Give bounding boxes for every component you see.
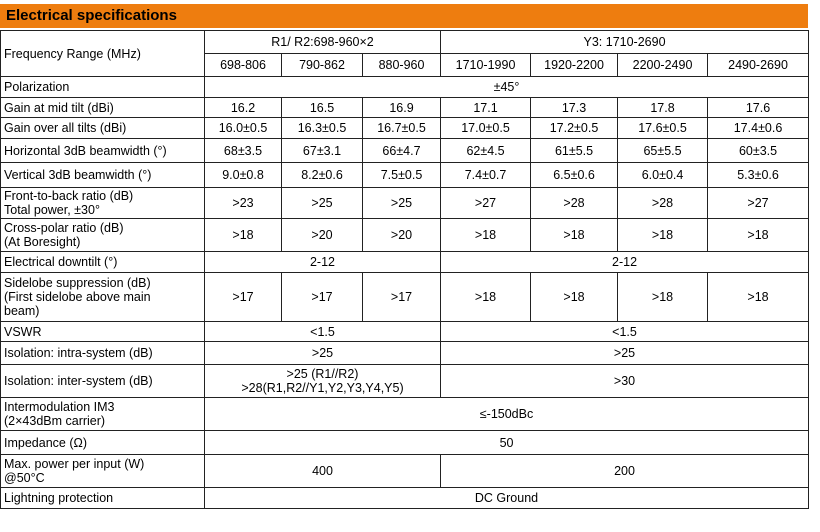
table-row [1, 31, 809, 54]
front-to-back-value: >27 [441, 188, 531, 219]
gain-all-value: 17.0±0.5 [441, 118, 531, 139]
gain-all-value: 17.2±0.5 [531, 118, 618, 139]
section-title: Electrical specifications [0, 4, 808, 28]
h-beamwidth-value: 62±4.5 [441, 139, 531, 163]
h-beamwidth-value: 66±4.7 [363, 139, 441, 163]
table-row [1, 219, 809, 252]
gain-all-label: Gain over all tilts (dBi) [1, 118, 205, 139]
polarization-value: ±45° [205, 77, 809, 98]
sidelobe-value: >17 [363, 273, 441, 322]
band-cell: 2200-2490 [618, 54, 708, 77]
downtilt-r-value: 2-12 [205, 252, 441, 273]
group-y-header: Y3: 1710-2690 [441, 31, 809, 54]
gain-mid-value: 17.1 [441, 98, 531, 118]
h-beamwidth-label: Horizontal 3dB beamwidth (°) [1, 139, 205, 163]
impedance-label: Impedance (Ω) [1, 431, 205, 455]
front-to-back-value: >27 [708, 188, 809, 219]
h-beamwidth-value: 68±3.5 [205, 139, 282, 163]
table-row [1, 188, 809, 219]
cross-polar-value: >20 [282, 219, 363, 252]
table-row [1, 455, 809, 488]
max-power-label-line: Max. power per input (W) [4, 457, 145, 471]
table-row [1, 163, 809, 188]
gain-mid-value: 17.3 [531, 98, 618, 118]
cross-polar-value: >20 [363, 219, 441, 252]
sidelobe-label [1, 273, 205, 322]
table-row [1, 342, 809, 365]
front-to-back-value: >23 [205, 188, 282, 219]
front-to-back-label [1, 188, 205, 219]
isolation-inter-y-value: >30 [441, 365, 809, 398]
gain-mid-value: 17.6 [708, 98, 809, 118]
sidelobe-value: >17 [205, 273, 282, 322]
front-to-back-label-line: Front-to-back ratio (dB) [4, 189, 134, 203]
table-row [1, 431, 809, 455]
front-to-back-value: >25 [282, 188, 363, 219]
cross-polar-value: >18 [708, 219, 809, 252]
sidelobe-value: >18 [441, 273, 531, 322]
table-row [1, 398, 809, 431]
table-row [1, 98, 809, 118]
table-row [1, 273, 809, 322]
isolation-inter-r-line: >28(R1,R2//Y1,Y2,Y3,Y4,Y5) [241, 381, 404, 395]
max-power-label-line: @50°C [4, 471, 45, 485]
gain-all-value: 17.4±0.6 [708, 118, 809, 139]
max-power-y-value: 200 [441, 455, 809, 488]
gain-all-value: 16.0±0.5 [205, 118, 282, 139]
lightning-value: DC Ground [205, 488, 809, 509]
isolation-inter-r-value [205, 365, 441, 398]
table-row [1, 118, 809, 139]
intermodulation-label-line: Intermodulation IM3 [4, 400, 115, 414]
cross-polar-label-line: Cross-polar ratio (dB) [4, 221, 124, 235]
intermodulation-value: ≤-150dBc [205, 398, 809, 431]
band-cell: 1920-2200 [531, 54, 618, 77]
h-beamwidth-value: 60±3.5 [708, 139, 809, 163]
sidelobe-label-line: Sidelobe suppression (dB) [4, 276, 151, 290]
front-to-back-label-line: Total power, ±30° [4, 203, 100, 217]
intermodulation-label [1, 398, 205, 431]
band-cell: 2490-2690 [708, 54, 809, 77]
v-beamwidth-value: 9.0±0.8 [205, 163, 282, 188]
front-to-back-value: >28 [618, 188, 708, 219]
h-beamwidth-value: 61±5.5 [531, 139, 618, 163]
isolation-intra-r-value: >25 [205, 342, 441, 365]
front-to-back-value: >28 [531, 188, 618, 219]
front-to-back-value: >25 [363, 188, 441, 219]
vswr-y-value: <1.5 [441, 322, 809, 342]
gain-mid-label: Gain at mid tilt (dBi) [1, 98, 205, 118]
table-row [1, 488, 809, 509]
h-beamwidth-value: 65±5.5 [618, 139, 708, 163]
cross-polar-value: >18 [531, 219, 618, 252]
v-beamwidth-value: 7.5±0.5 [363, 163, 441, 188]
downtilt-y-value: 2-12 [441, 252, 809, 273]
table-row [1, 322, 809, 342]
isolation-inter-label: Isolation: inter-system (dB) [1, 365, 205, 398]
gain-all-value: 17.6±0.5 [618, 118, 708, 139]
table-row [1, 252, 809, 273]
gain-mid-value: 16.9 [363, 98, 441, 118]
v-beamwidth-value: 5.3±0.6 [708, 163, 809, 188]
spec-table [0, 30, 809, 509]
gain-mid-value: 17.8 [618, 98, 708, 118]
h-beamwidth-value: 67±3.1 [282, 139, 363, 163]
sidelobe-value: >17 [282, 273, 363, 322]
v-beamwidth-value: 7.4±0.7 [441, 163, 531, 188]
cross-polar-label [1, 219, 205, 252]
vswr-label: VSWR [1, 322, 205, 342]
gain-mid-value: 16.5 [282, 98, 363, 118]
gain-mid-value: 16.2 [205, 98, 282, 118]
sidelobe-value: >18 [531, 273, 618, 322]
sidelobe-value: >18 [708, 273, 809, 322]
group-r-header: R1/ R2:698-960×2 [205, 31, 441, 54]
vswr-r-value: <1.5 [205, 322, 441, 342]
intermodulation-label-line: (2×43dBm carrier) [4, 414, 106, 428]
band-cell: 1710-1990 [441, 54, 531, 77]
band-cell: 790-862 [282, 54, 363, 77]
cross-polar-label-line: (At Boresight) [4, 235, 81, 249]
table-row [1, 77, 809, 98]
table-row [1, 139, 809, 163]
downtilt-label: Electrical downtilt (°) [1, 252, 205, 273]
isolation-inter-r-line: >25 (R1//R2) [286, 367, 359, 381]
cross-polar-value: >18 [441, 219, 531, 252]
max-power-r-value: 400 [205, 455, 441, 488]
band-cell: 698-806 [205, 54, 282, 77]
gain-all-value: 16.7±0.5 [363, 118, 441, 139]
isolation-intra-y-value: >25 [441, 342, 809, 365]
impedance-value: 50 [205, 431, 809, 455]
sidelobe-value: >18 [618, 273, 708, 322]
isolation-intra-label: Isolation: intra-system (dB) [1, 342, 205, 365]
cross-polar-value: >18 [205, 219, 282, 252]
v-beamwidth-value: 8.2±0.6 [282, 163, 363, 188]
v-beamwidth-label: Vertical 3dB beamwidth (°) [1, 163, 205, 188]
sidelobe-label-line: (First sidelobe above main [4, 290, 151, 304]
max-power-label [1, 455, 205, 488]
table-row [1, 365, 809, 398]
frequency-range-label: Frequency Range (MHz) [1, 31, 205, 77]
cross-polar-value: >18 [618, 219, 708, 252]
band-cell: 880-960 [363, 54, 441, 77]
gain-all-value: 16.3±0.5 [282, 118, 363, 139]
v-beamwidth-value: 6.0±0.4 [618, 163, 708, 188]
lightning-label: Lightning protection [1, 488, 205, 509]
v-beamwidth-value: 6.5±0.6 [531, 163, 618, 188]
sidelobe-label-line: beam) [4, 304, 40, 318]
polarization-label: Polarization [1, 77, 205, 98]
